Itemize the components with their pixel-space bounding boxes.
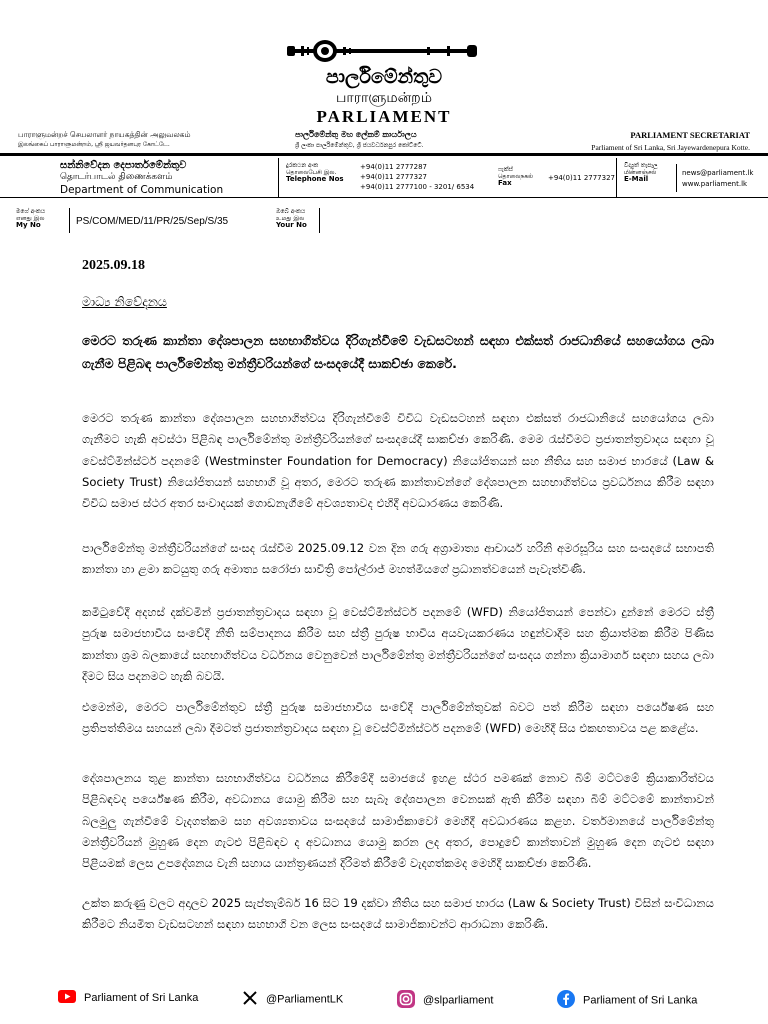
facebook-icon bbox=[557, 990, 575, 1011]
email-link[interactable]: news@parliament.lk bbox=[682, 169, 754, 177]
body-paragraph: කමිටුවේදී අදහස් දක්වමින් ප්‍රජාතන්ත්‍රවාදය සඳහා වූ වෙස්ට්මින්ස්ටර් පදනමේ (WFD) නියෝජිතයන් පෙන්වා දුන්නේ මෙරට ස්ත්‍රී පුරුෂ සමාජභාවීය සංවේදී නීති සම්පාදනය කිරීම සහ ස්ත්‍රී පුරුෂ භාවීය අයවැයකරණය හඳුන්වාදීම සහ ක්‍රියාත්මක කිරීම පිණිස කාන්තා ශ්‍රම බලකායේ සහභාගිත්වය වර්ධනය වෙනුවෙන් පාර්ලිමේන්තු මන්ත්‍රීවරියන්ගේ සංසදය ගන්නා ක්‍රියාමාර්ග සඳහා සහය ලබා දීමට සිය පදනමට හැකි බවයි. bbox=[82, 605, 714, 683]
instagram-link[interactable] bbox=[397, 990, 493, 1011]
body-paragraph: උක්ත කරුණු වලට අදාලව 2025 සැප්තැම්බර් 16 සිට 19 දක්වා නීතිය සහ සමාජ භාරය (Law & Society Trust) විසින් සංවිධානය කිරීමට නියමිත වැඩසටහන් සඳහා සහභාගි වන ලෙස සංසදයේ සාමාජිකාවන්ට ආරාධනා කෙරිණි. bbox=[82, 896, 714, 932]
x-icon bbox=[242, 990, 258, 1009]
instagram-icon bbox=[397, 990, 415, 1011]
body-paragraph: එමෙන්ම, මෙරට පාර්ලිමේන්තුව ස්ත්‍රී පුරුෂ සමාජභාවීය සංවේදී පාර්ලිමේන්තුවක් බවට පත් කිරීම සඳහා පර්යේෂණ සහ ප්‍රතිපත්තිමය සහයන් ලබා දීමටත් ප්‍රජාතන්ත්‍රවාදය සඳහා වූ වෙස්ට්මින්ස්ටර් පදනමේ (WFD) මෙහිදී සිය එකඟතාවය පළ කළේය. bbox=[82, 700, 714, 736]
x-handle: @ParliamentLK bbox=[266, 993, 344, 1006]
x-link[interactable] bbox=[242, 990, 343, 1009]
org-name-english: PARLIAMENT bbox=[316, 107, 452, 126]
document-date: 2025.09.18 bbox=[82, 258, 145, 273]
body-paragraph: මෙරට තරුණ කාන්තා දේශපාලන සහභාගිත්වය දිරිගැන්වීමේ විවිධ වැඩසටහන් සඳහා එක්සත් රාජධානියේ සහයෝගය ලබා ගැනීමට හැකි අවස්ථා පිළිබඳ පාර්ලිමේන්තු මන්ත්‍රීවරියන්ගේ සංසදයේදී සාකච්ඡා කෙරිණි. මෙම රැස්වීමට ප්‍රජාතන්ත්‍රවාදය සඳහා වූ වෙස්ට්මින්ස්ටර් පදනමේ (Westminster Foundation for Democracy) නියෝජිතයන් සහ නීතිය සහ සමාජ භාරයේ (Law & Society Trust) නියෝජිතයන් සහභාගි වූ අතර, මෙරට තරුණ කාන්තාවන්ගේ දේශපාලන සහභාගිත්වය ප්‍රවර්ධනය කිරීම සඳහා විවිධ සමාජ ස්ථර අතර සංවාදයක් ගොඩනැගීමේ අවශ්‍යතාවද එහිදී අවධාරණය කෙරිණි. bbox=[82, 411, 714, 511]
instagram-handle: @slparliament bbox=[423, 994, 494, 1007]
mace-emblem-icon bbox=[287, 36, 481, 70]
fax-label: ෆැක්ස් தொலைநகல் Fax bbox=[498, 166, 534, 187]
header-divider bbox=[0, 153, 768, 156]
website-link[interactable]: www.parliament.lk bbox=[682, 180, 748, 188]
your-no-label: ඔබේ අංකය உமது இல Your No bbox=[276, 208, 307, 229]
email-label: විද්‍යුත් තැපෑල மின்னஞ்சல் E-Mail bbox=[624, 162, 658, 183]
document-heading: මාධ්‍ය නිවේදනය bbox=[82, 294, 167, 309]
document-subject: මෙරට තරුණ කාන්තා දේශපාලන සහභාගිත්වය දිරිගැන්වීමේ වැඩසටහන් සඳහා එක්සත් රාජධානියේ සහයෝගය ලබා ගැනීම පිළිබඳ පාර්ලිමේන්තු මන්ත්‍රීවරියන්ගේ සංසදයේදී සාකච්ඡා කෙරේ. bbox=[82, 333, 714, 371]
facebook-link[interactable] bbox=[557, 990, 697, 1011]
org-name-sinhala: පාර්ලිමේන්තුව bbox=[325, 66, 443, 88]
department-tamil: தொடர்பாடல் திணைக்களம் bbox=[60, 172, 173, 182]
my-reference-number: PS/COM/MED/11/PR/25/Sep/S/35 bbox=[76, 216, 229, 227]
body-paragraph: දේශපාලනය තුළ කාන්තා සහභාගිත්වය වර්ධනය කිරීමේදී සමාජයේ ඉහළ ස්ථර පමණක් නොව බිම් මට්ටමේ ක්‍රියාකාරිත්වය පිළිබඳවද පර්යේෂණ කිරීම, අවධානය යොමු කිරීම සහ සැබෑ දේශපාලන වෙනසක් ඇති කිරීම සඳහා බිම් මට්ටමේ කාන්තාවන් බලමුලු ගැන්වීමේ වැදගත්කම සහ අවශ්‍යතාවය සංසදයේ සාමාජිකාවෝ මෙහිදී අවධාරණය කළහ. වර්තමානයේ පාර්ලිමේන්තු මන්ත්‍රීවරියන් මුහුණ දෙන ගැටළු පිළිබඳව ද අවධානය යොමු කරන ලද අතර, පොදුවේ කාන්තාවන් මුහුණ දෙන ගැටළු සඳහා පිළියමක් ලෙස උපදේශනය වැනි සහාය යාන්ත්‍රණයන් දිරිමත් කිරීමේ වැදගත්කමද මෙහිදී සාකච්ඡා කෙරිණි. bbox=[82, 771, 714, 871]
fax-number: +94(0)11 2777327 bbox=[548, 174, 615, 182]
contact-separator bbox=[278, 158, 279, 198]
office-english-line2: Parliament of Sri Lanka, Sri Jayewardenepura Kotte. bbox=[591, 143, 750, 152]
contact-separator bbox=[616, 158, 617, 198]
ref-separator bbox=[319, 208, 320, 233]
contact-separator bbox=[676, 164, 677, 192]
office-tamil-line2: இலங்கைப் பாராளுமன்றம், ஸ்ரீ ஜயவர்தனபுர கோட்டே. bbox=[18, 141, 170, 148]
youtube-icon bbox=[58, 990, 76, 1006]
youtube-handle: Parliament of Sri Lanka bbox=[84, 991, 199, 1004]
office-english-line1: PARLIAMENT SECRETARIAT bbox=[630, 130, 750, 140]
org-name-tamil: பாராளுமன்றம் bbox=[336, 90, 432, 106]
office-sinhala-line2: ශ්‍රී ලංකා පාර්ලිමේන්තුව, ශ්‍රී ජයවර්ධනපුර කෝට්ටේ. bbox=[295, 142, 424, 149]
youtube-link[interactable] bbox=[58, 990, 198, 1006]
department-sinhala: සන්නිවේදන දෙපාර්තමේන්තුව bbox=[60, 160, 187, 171]
my-no-label: මගේ අංකය எனது இல My No bbox=[16, 208, 46, 229]
body-paragraph: පාර්ලිමේන්තු මන්ත්‍රීවරියන්ගේ සංසද රැස්වීම 2025.09.12 වන දින ගරු අග්‍රාමාත්‍ය ආචාර්ය හරිනි අමරසූරිය සහ සංසදයේ සභාපති කාන්තා හා ළමා කටයුතු ගරු අමාත්‍ය සරෝජා සාවිත්‍රි පෝල්රාජ් මහත්මියගේ ප්‍රධානත්වයෙන් පැවැත්විණි. bbox=[82, 541, 714, 577]
telephone-label: දුරකථන අංක தொலைபேசி இல. Telephone Nos bbox=[286, 162, 344, 183]
office-sinhala-line1: පාර්ලිමේන්තු මහ ලේකම් කාර්යාලය bbox=[295, 130, 417, 139]
telephone-numbers: +94(0)11 2777287 +94(0)11 2777327 +94(0)11 2777100 - 3201/ 6534 bbox=[360, 163, 475, 191]
contact-divider bbox=[0, 197, 768, 198]
email-web bbox=[682, 168, 753, 190]
facebook-handle: Parliament of Sri Lanka bbox=[583, 994, 698, 1007]
ref-separator bbox=[69, 208, 70, 233]
department-english: Department of Communication bbox=[60, 184, 224, 196]
office-tamil-line1: பாராளுமன்றச் செயலாளர் நாயகத்தின் அலுவலகம் bbox=[18, 130, 191, 139]
